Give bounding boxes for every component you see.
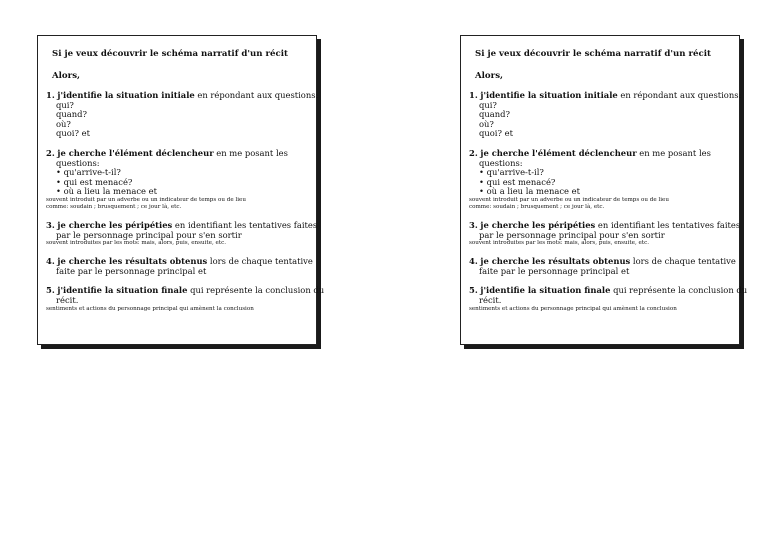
note-small: sentiments et actions du personnage principal qui amènent la conclusion xyxy=(469,305,677,312)
step-continuation: par le personnage principal pour s'en sortir xyxy=(479,229,665,240)
step-number: 1. xyxy=(46,90,55,100)
step-text: en identifiant les tentatives faites xyxy=(172,219,318,230)
step-number: 2. xyxy=(46,147,55,158)
step-keyword: je cherche l'élément déclencheur xyxy=(57,147,214,158)
step-5 xyxy=(469,285,748,312)
question-line: quoi? et xyxy=(479,128,513,139)
step-4 xyxy=(469,256,736,276)
step-4 xyxy=(46,256,313,276)
step-continuation: questions: xyxy=(479,157,523,168)
step-continuation: faite par le personnage principal et xyxy=(56,265,207,276)
step-text: en répondant aux questions: xyxy=(617,90,742,100)
note-small: comme: soudain ; brusquement ; ce jour là, etc. xyxy=(469,203,605,210)
step-number: 5. xyxy=(46,285,55,296)
card-title: Si je veux découvrir le schéma narratif d'un récit xyxy=(52,49,288,59)
step-keyword: j'identifie la situation finale xyxy=(480,285,611,296)
alors-label: Alors, xyxy=(52,71,81,81)
step-keyword: je cherche les péripéties xyxy=(57,219,173,230)
step-keyword: je cherche les résultats obtenus xyxy=(57,256,208,267)
question-line: quand? xyxy=(479,109,510,120)
note-small: souvent introduit par un adverbe ou un indicateur de temps ou de lieu xyxy=(46,196,246,203)
step-number: 3. xyxy=(469,219,478,230)
note-small: souvent introduites par les mots: mais, alors, puis, ensuite, etc. xyxy=(469,240,649,247)
step-3 xyxy=(469,219,741,247)
narrative-schema-card-left xyxy=(37,35,325,345)
step-5 xyxy=(46,285,325,312)
step-keyword: je cherche les résultats obtenus xyxy=(480,256,631,267)
step-keyword: j'identifie la situation initiale xyxy=(480,90,618,100)
alors-label: Alors, xyxy=(475,71,504,81)
bullet-item: • qui est menacé? xyxy=(479,176,556,187)
bullet-item: • qu'arrive-t-il? xyxy=(56,167,121,178)
note-small: souvent introduites par les mots: mais, alors, puis, ensuite, etc. xyxy=(46,240,226,247)
step-continuation: questions: xyxy=(56,157,100,168)
question-line: qui? xyxy=(479,99,497,110)
step-keyword: je cherche les péripéties xyxy=(480,219,596,230)
step-keyword: j'identifie la situation initiale xyxy=(57,90,195,100)
bullet-item: • où a lieu la menace et xyxy=(56,186,157,197)
step-continuation: par le personnage principal pour s'en sortir xyxy=(56,229,242,240)
step-3 xyxy=(46,219,318,247)
step-number: 2. xyxy=(469,147,478,158)
card-title: Si je veux découvrir le schéma narratif d'un récit xyxy=(475,49,711,59)
step-continuation: récit. xyxy=(479,294,502,305)
step-text: en répondant aux questions: xyxy=(194,90,319,100)
step-text: qui représente la conclusion du xyxy=(187,285,325,296)
step-number: 5. xyxy=(469,285,478,296)
step-text: en me posant les xyxy=(636,147,711,158)
step-number: 1. xyxy=(469,90,478,100)
bullet-item: • où a lieu la menace et xyxy=(479,186,580,197)
step-text: lors de chaque tentative xyxy=(207,256,313,267)
note-small: sentiments et actions du personnage principal qui amènent la conclusion xyxy=(46,305,254,312)
step-text: qui représente la conclusion du xyxy=(610,285,748,296)
step-number: 3. xyxy=(46,219,55,230)
note-small: comme: soudain ; brusquement ; ce jour là, etc. xyxy=(46,203,182,210)
step-number: 4. xyxy=(469,256,478,267)
step-2 xyxy=(469,149,733,211)
step-continuation: faite par le personnage principal et xyxy=(479,265,630,276)
question-line: quand? xyxy=(56,109,87,120)
question-line: où? xyxy=(479,118,494,129)
step-1 xyxy=(469,90,742,139)
question-line: quoi? et xyxy=(56,128,90,139)
step-text: en me posant les xyxy=(213,147,288,158)
step-keyword: j'identifie la situation finale xyxy=(57,285,188,296)
question-line: où? xyxy=(56,118,71,129)
bullet-item: • qui est menacé? xyxy=(56,176,133,187)
step-continuation: récit. xyxy=(56,294,79,305)
narrative-schema-card-right xyxy=(460,35,748,345)
step-keyword: je cherche l'élément déclencheur xyxy=(480,147,637,158)
step-2 xyxy=(46,149,310,211)
note-small: souvent introduit par un adverbe ou un indicateur de temps ou de lieu xyxy=(469,196,669,203)
bullet-item: • qu'arrive-t-il? xyxy=(479,167,544,178)
step-number: 4. xyxy=(46,256,55,267)
question-line: qui? xyxy=(56,99,74,110)
step-1 xyxy=(46,90,319,139)
step-text: en identifiant les tentatives faites xyxy=(595,219,741,230)
step-text: lors de chaque tentative xyxy=(630,256,736,267)
